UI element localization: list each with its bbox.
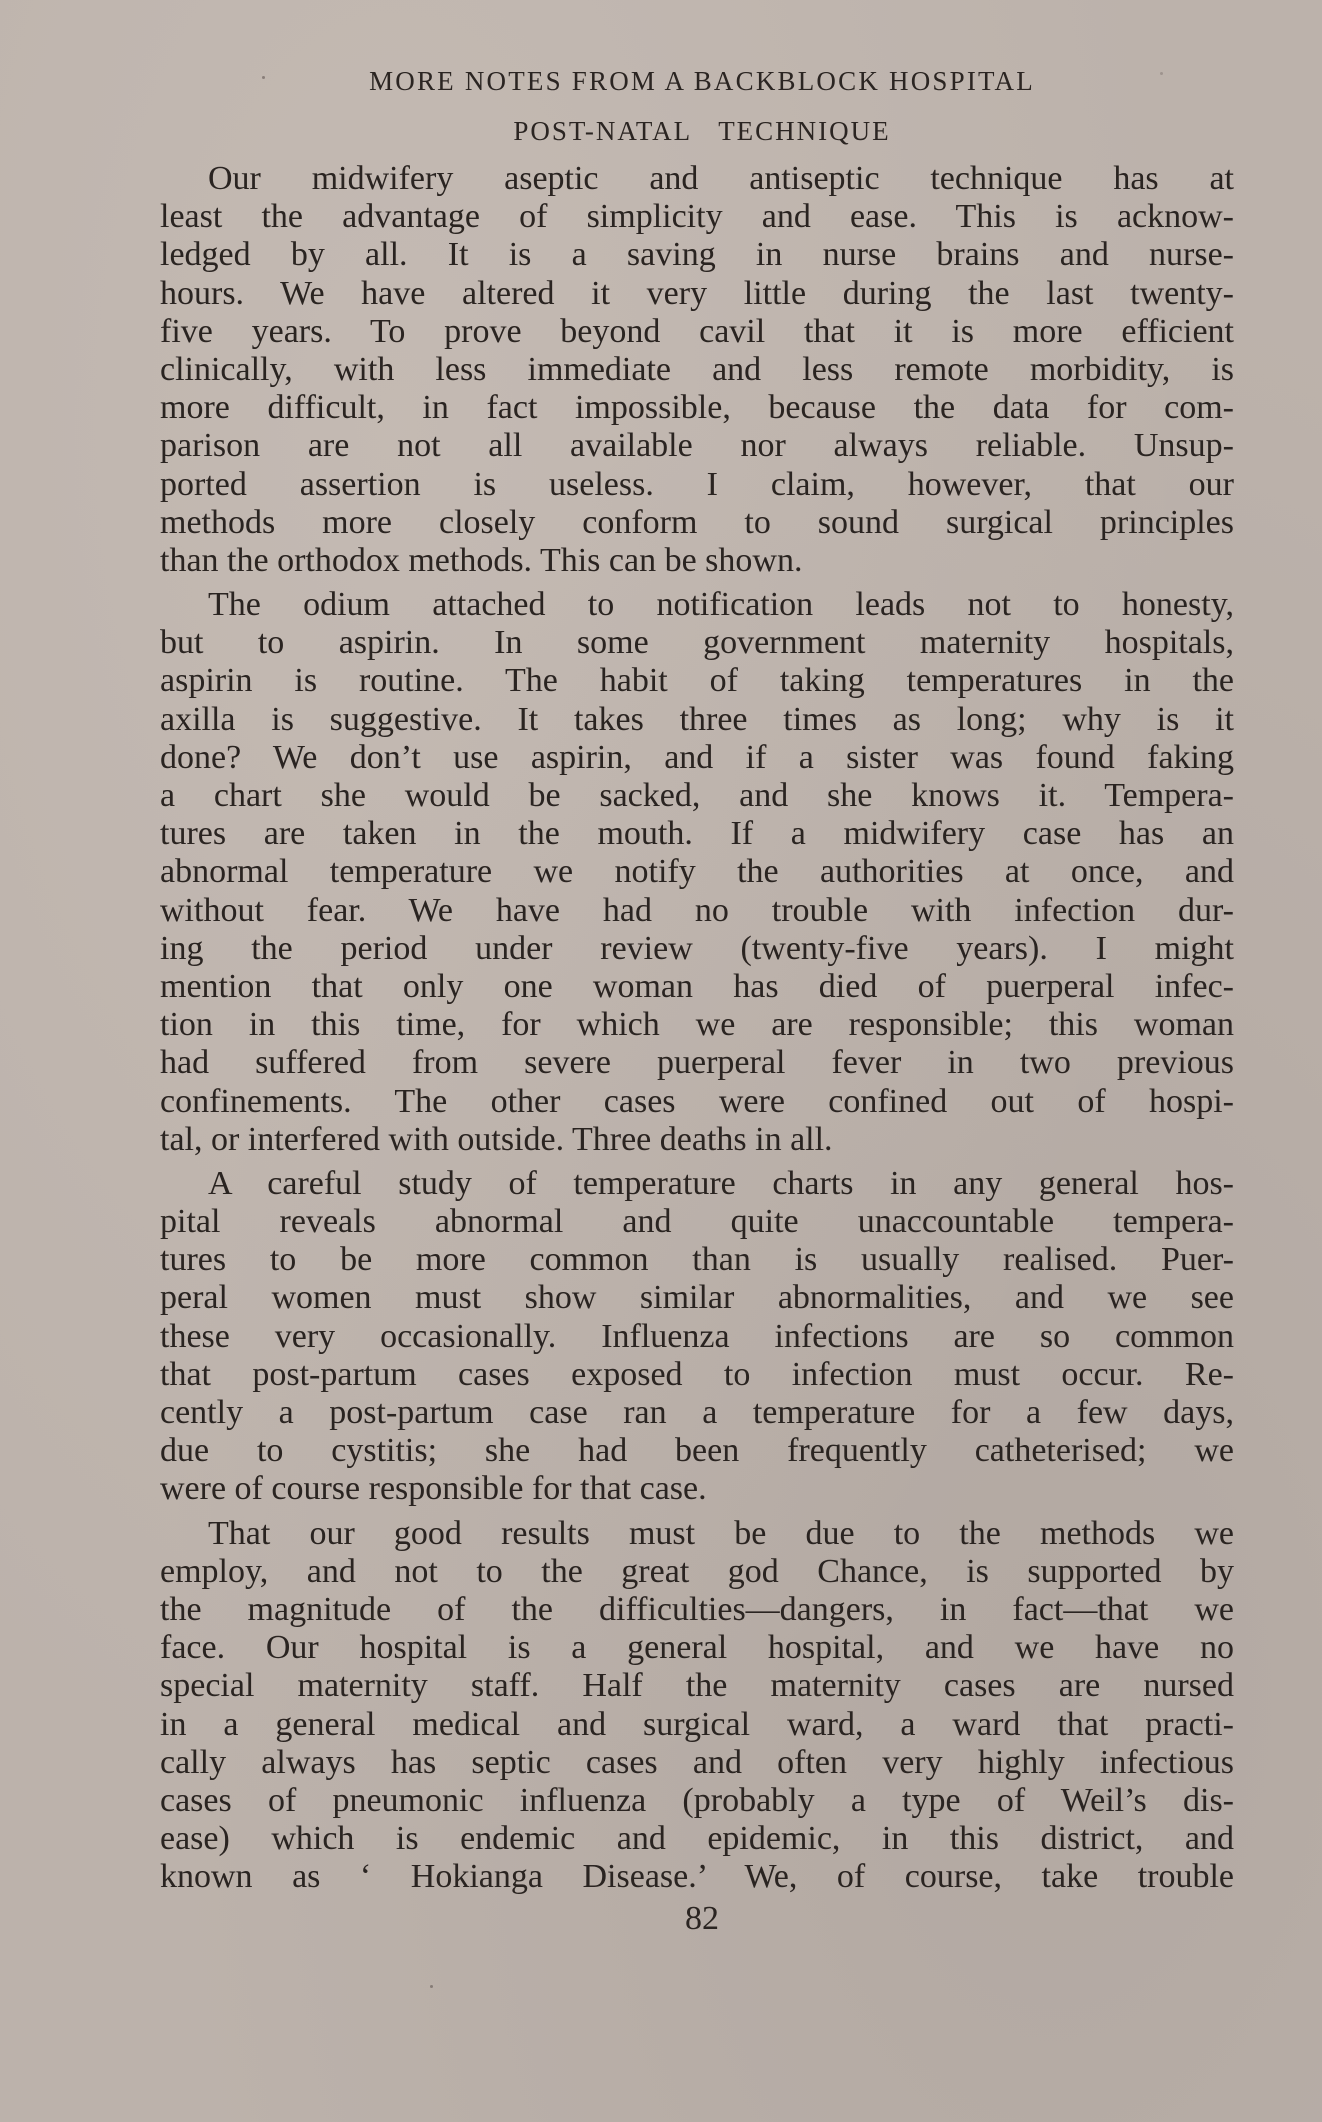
text-line: clinically, with less immediate and less remote morbidity, is	[160, 350, 1234, 388]
text-line: mention that only one woman has died of puerperal infec-	[160, 967, 1234, 1005]
text-line: the magnitude of the difficulties—dangers, in fact—that we	[160, 1590, 1234, 1628]
text-line: that post-partum cases exposed to infection must occur. Re-	[160, 1355, 1234, 1393]
paragraph-2	[160, 586, 1234, 1159]
text-line: these very occasionally. Influenza infections are so common	[160, 1317, 1234, 1355]
section-heading	[160, 116, 1244, 147]
text-line: face. Our hospital is a general hospital, and we have no	[160, 1629, 1234, 1667]
text-line: but to aspirin. In some government maternity hospitals,	[160, 624, 1234, 662]
text-line: more difficult, in fact impossible, because the data for com-	[160, 389, 1234, 427]
text-line: were of course responsible for that case.	[160, 1470, 707, 1508]
text-line: known as ‘ Hokianga Disease.’ We, of course, take trouble	[160, 1858, 1234, 1896]
text-line: than the orthodox methods. This can be shown.	[160, 541, 803, 579]
text-line: That our good results must be due to the methods we	[208, 1514, 1234, 1552]
text-line: methods more closely conform to sound surgical principles	[160, 503, 1234, 541]
paper-speck	[262, 76, 265, 79]
text-line: a chart she would be sacked, and she knows it. Tempera-	[160, 777, 1234, 814]
paragraph-4	[160, 1515, 1234, 1897]
text-line: tal, or interfered with outside. Three deaths in all.	[160, 1120, 833, 1158]
text-line: tion in this time, for which we are responsible; this woman	[160, 1006, 1234, 1044]
text-line: aspirin is routine. The habit of taking temperatures in the	[160, 662, 1234, 700]
text-line: cases of pneumonic influenza (probably a type of Weil’s dis-	[160, 1781, 1234, 1819]
text-line: abnormal temperature we notify the authorities at once, and	[160, 853, 1234, 891]
text-line: employ, and not to the great god Chance, is supported by	[160, 1552, 1234, 1590]
text-line: ported assertion is useless. I claim, however, that our	[160, 465, 1234, 503]
text-line: without fear. We have had no trouble with infection dur-	[160, 891, 1234, 929]
text-line: pital reveals abnormal and quite unaccountable tempera-	[160, 1203, 1234, 1241]
page-number: 82	[685, 1900, 719, 1937]
text-line: peral women must show similar abnormalities, and we see	[160, 1279, 1234, 1317]
text-line: tures to be more common than is usually realised. Puer-	[160, 1241, 1234, 1279]
running-head: MORE NOTES FROM A BACKBLOCK HOSPITAL	[369, 66, 1035, 96]
paragraph-3	[160, 1165, 1234, 1509]
text-line: cently a post-partum case ran a temperature for a few days,	[160, 1394, 1234, 1431]
section-heading-word-2: TECHNIQUE	[718, 116, 891, 146]
text-line: due to cystitis; she had been frequently catheterised; we	[160, 1432, 1234, 1470]
text-line: least the advantage of simplicity and ease. This is acknow-	[160, 198, 1234, 236]
text-line: A careful study of temperature charts in any general hos-	[208, 1164, 1234, 1202]
text-line: ing the period under review (twenty-five years). I might	[160, 929, 1234, 967]
text-line: done? We don’t use aspirin, and if a sister was found faking	[160, 738, 1234, 776]
text-line: had suffered from severe puerperal fever in two previous	[160, 1044, 1234, 1082]
text-line: Our midwifery aseptic and antiseptic technique has at	[208, 160, 1234, 197]
text-line: in a general medical and surgical ward, a ward that practi-	[160, 1705, 1234, 1743]
text-line: tures are taken in the mouth. If a midwifery case has an	[160, 815, 1234, 853]
body-text	[160, 160, 1234, 1902]
paper-speck	[430, 1985, 433, 1988]
text-line: parison are not all available nor always reliable. Unsup-	[160, 427, 1234, 465]
paper-speck	[1160, 72, 1163, 75]
text-line: confinements. The other cases were confined out of hospi-	[160, 1082, 1234, 1120]
text-line: hours. We have altered it very little during the last twenty-	[160, 274, 1234, 312]
text-line: axilla is suggestive. It takes three times as long; why is it	[160, 700, 1234, 738]
section-heading-word-1: POST-NATAL	[513, 116, 693, 146]
text-line: The odium attached to notification leads not to honesty,	[208, 586, 1234, 624]
text-line: ledged by all. It is a saving in nurse brains and nurse-	[160, 236, 1234, 274]
text-line: cally always has septic cases and often very highly infectious	[160, 1743, 1234, 1781]
text-line: special maternity staff. Half the maternity cases are nursed	[160, 1667, 1234, 1705]
text-line: ease) which is endemic and epidemic, in this district, and	[160, 1820, 1234, 1858]
text-line: five years. To prove beyond cavil that it is more efficient	[160, 312, 1234, 350]
paragraph-1	[160, 160, 1234, 580]
